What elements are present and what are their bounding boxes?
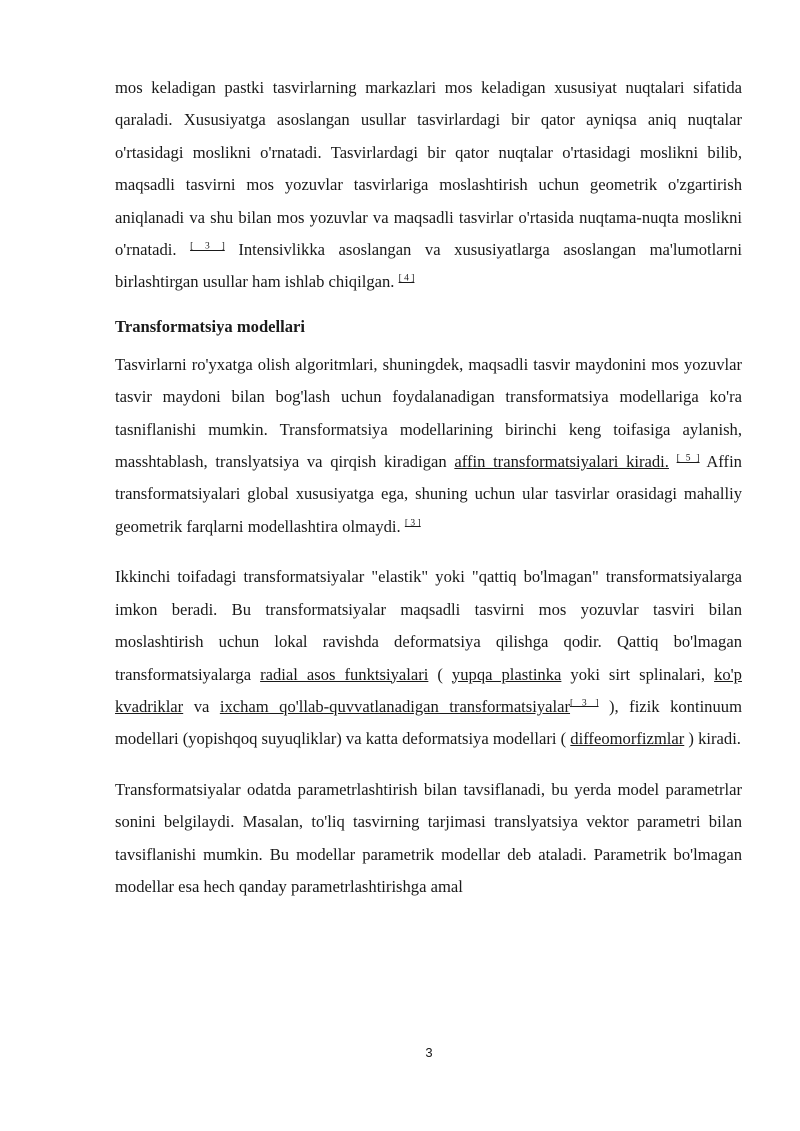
citation-link[interactable]: [ 5 ] [676, 453, 700, 464]
paragraph-elastic [115, 561, 742, 755]
affine-transformations-link[interactable]: affin transformatsiyalari kiradi. [454, 452, 669, 472]
citation-link[interactable]: [ 3 ] [404, 518, 421, 529]
paragraph-text: ) kiradi. [688, 729, 741, 749]
citation-5[interactable] [677, 454, 700, 464]
paragraph-text: mos keladigan pastki tasvirlarning markazlari mos keladigan xususiyat nuqtalari sifatida qaraladi. Xususiyatga asoslangan usullar tasvirlardagi bir qator ayniqsa aniq nuqtalar o'rtasidagi moslikni o'rnatadi. Tasvirlardagi bir qator nuqtalar o'rtasidagi moslikni bilib, maqsadli tasvirni mos yozuvlar tasvirlariga moslashtirish uchun geometrik o'zgartirish aniqlanadi va shu bilan mos yozuvlar va maqsadli tasvirlar o'rtasida nuqtama-nuqta moslikni o'rnatadi. [115, 78, 742, 260]
citation-3[interactable] [405, 518, 421, 528]
paragraph-text: yoki sirt splinalari, [570, 664, 706, 684]
paragraph-feature-methods [115, 72, 742, 299]
citation-link[interactable]: [ 3 ] [190, 241, 225, 252]
document-page [115, 72, 742, 921]
paragraph-affine [115, 349, 742, 543]
compact-support-transformations-link[interactable]: ixcham qo'llab-quvvatlanadigan transformatsiyalar [219, 696, 571, 716]
diffeomorphisms-link[interactable]: diffeomorfizmlar [570, 729, 685, 749]
paragraph-text: Tasvirlarni ro'yxatga olish algoritmlari, shuningdek, maqsadli tasvir maydonini mos yozuvlar tasvir maydoni bilan bog'lash uchun foydalanadigan transformatsiya modellariga ko'ra tasniflanishi mumkin. Transformatsiya modellarining birinchi keng toifasiga aylanish, masshtablash, translyatsiya va qirqish kiradigan [115, 354, 742, 472]
citation-link[interactable]: [ 3 ] [570, 698, 599, 709]
thin-plate-link[interactable]: yupqa plastinka [451, 664, 562, 684]
paragraph-text: Affin transformatsiyalari global xususiyatga ega, shuning uchun ular tasvirlar orasidagi mahalliy geometrik farqlarni modellashtira olmaydi. [115, 452, 742, 536]
paragraph-text: ( [437, 664, 443, 684]
paragraph-text: Intensivlikka asoslangan va xususiyatlarga asoslangan ma'lumotlarni birlashtirgan usullar ham ishlab chiqilgan. [115, 240, 743, 292]
paragraph-text: Ikkinchi toifadagi transformatsiyalar "elastik" yoki "qattiq bo'lmagan" transformatsiyalarga imkon beradi. Bu transformatsiyalar maqsadli tasvirni mos yozuvlar tasviri bilan moslashtirish uchun lokal ravishda deformatsiya qilishga qodir. Qattiq bo'lmagan transformatsiyalarga [115, 567, 742, 684]
citation-3[interactable] [190, 242, 225, 252]
paragraph-text: va [193, 696, 210, 716]
citation-link[interactable]: [ 4 ] [398, 273, 415, 284]
paragraph-text: Transformatsiyalar odatda parametrlashtirish bilan tavsiflanadi, bu yerda model parametrlar sonini belgilaydi. Masalan, to'liq tasvirning tarjimasi translyatsiya vektor parametri bilan tavsiflanishi mumkin. Bu modellar parametrik modellar deb ataladi. Parametrik bo'lmagan modellar esa hech qanday parametrlashtirishga amal [115, 779, 742, 896]
page-number: 3 [425, 1045, 433, 1060]
radial-basis-functions-link[interactable]: radial asos funktsiyalari [260, 664, 429, 684]
section-heading: Transformatsiya modellari [115, 316, 306, 336]
citation-3[interactable] [570, 698, 599, 708]
multiquadrics-link[interactable]: ko'p kvadriklar [115, 664, 742, 716]
paragraph-text: ), fizik kontinuum modellari (yopishqoq suyuqliklar) va katta deformatsiya modellari ( [115, 696, 742, 749]
paragraph-parametrization [115, 774, 742, 904]
citation-4[interactable] [399, 274, 415, 284]
